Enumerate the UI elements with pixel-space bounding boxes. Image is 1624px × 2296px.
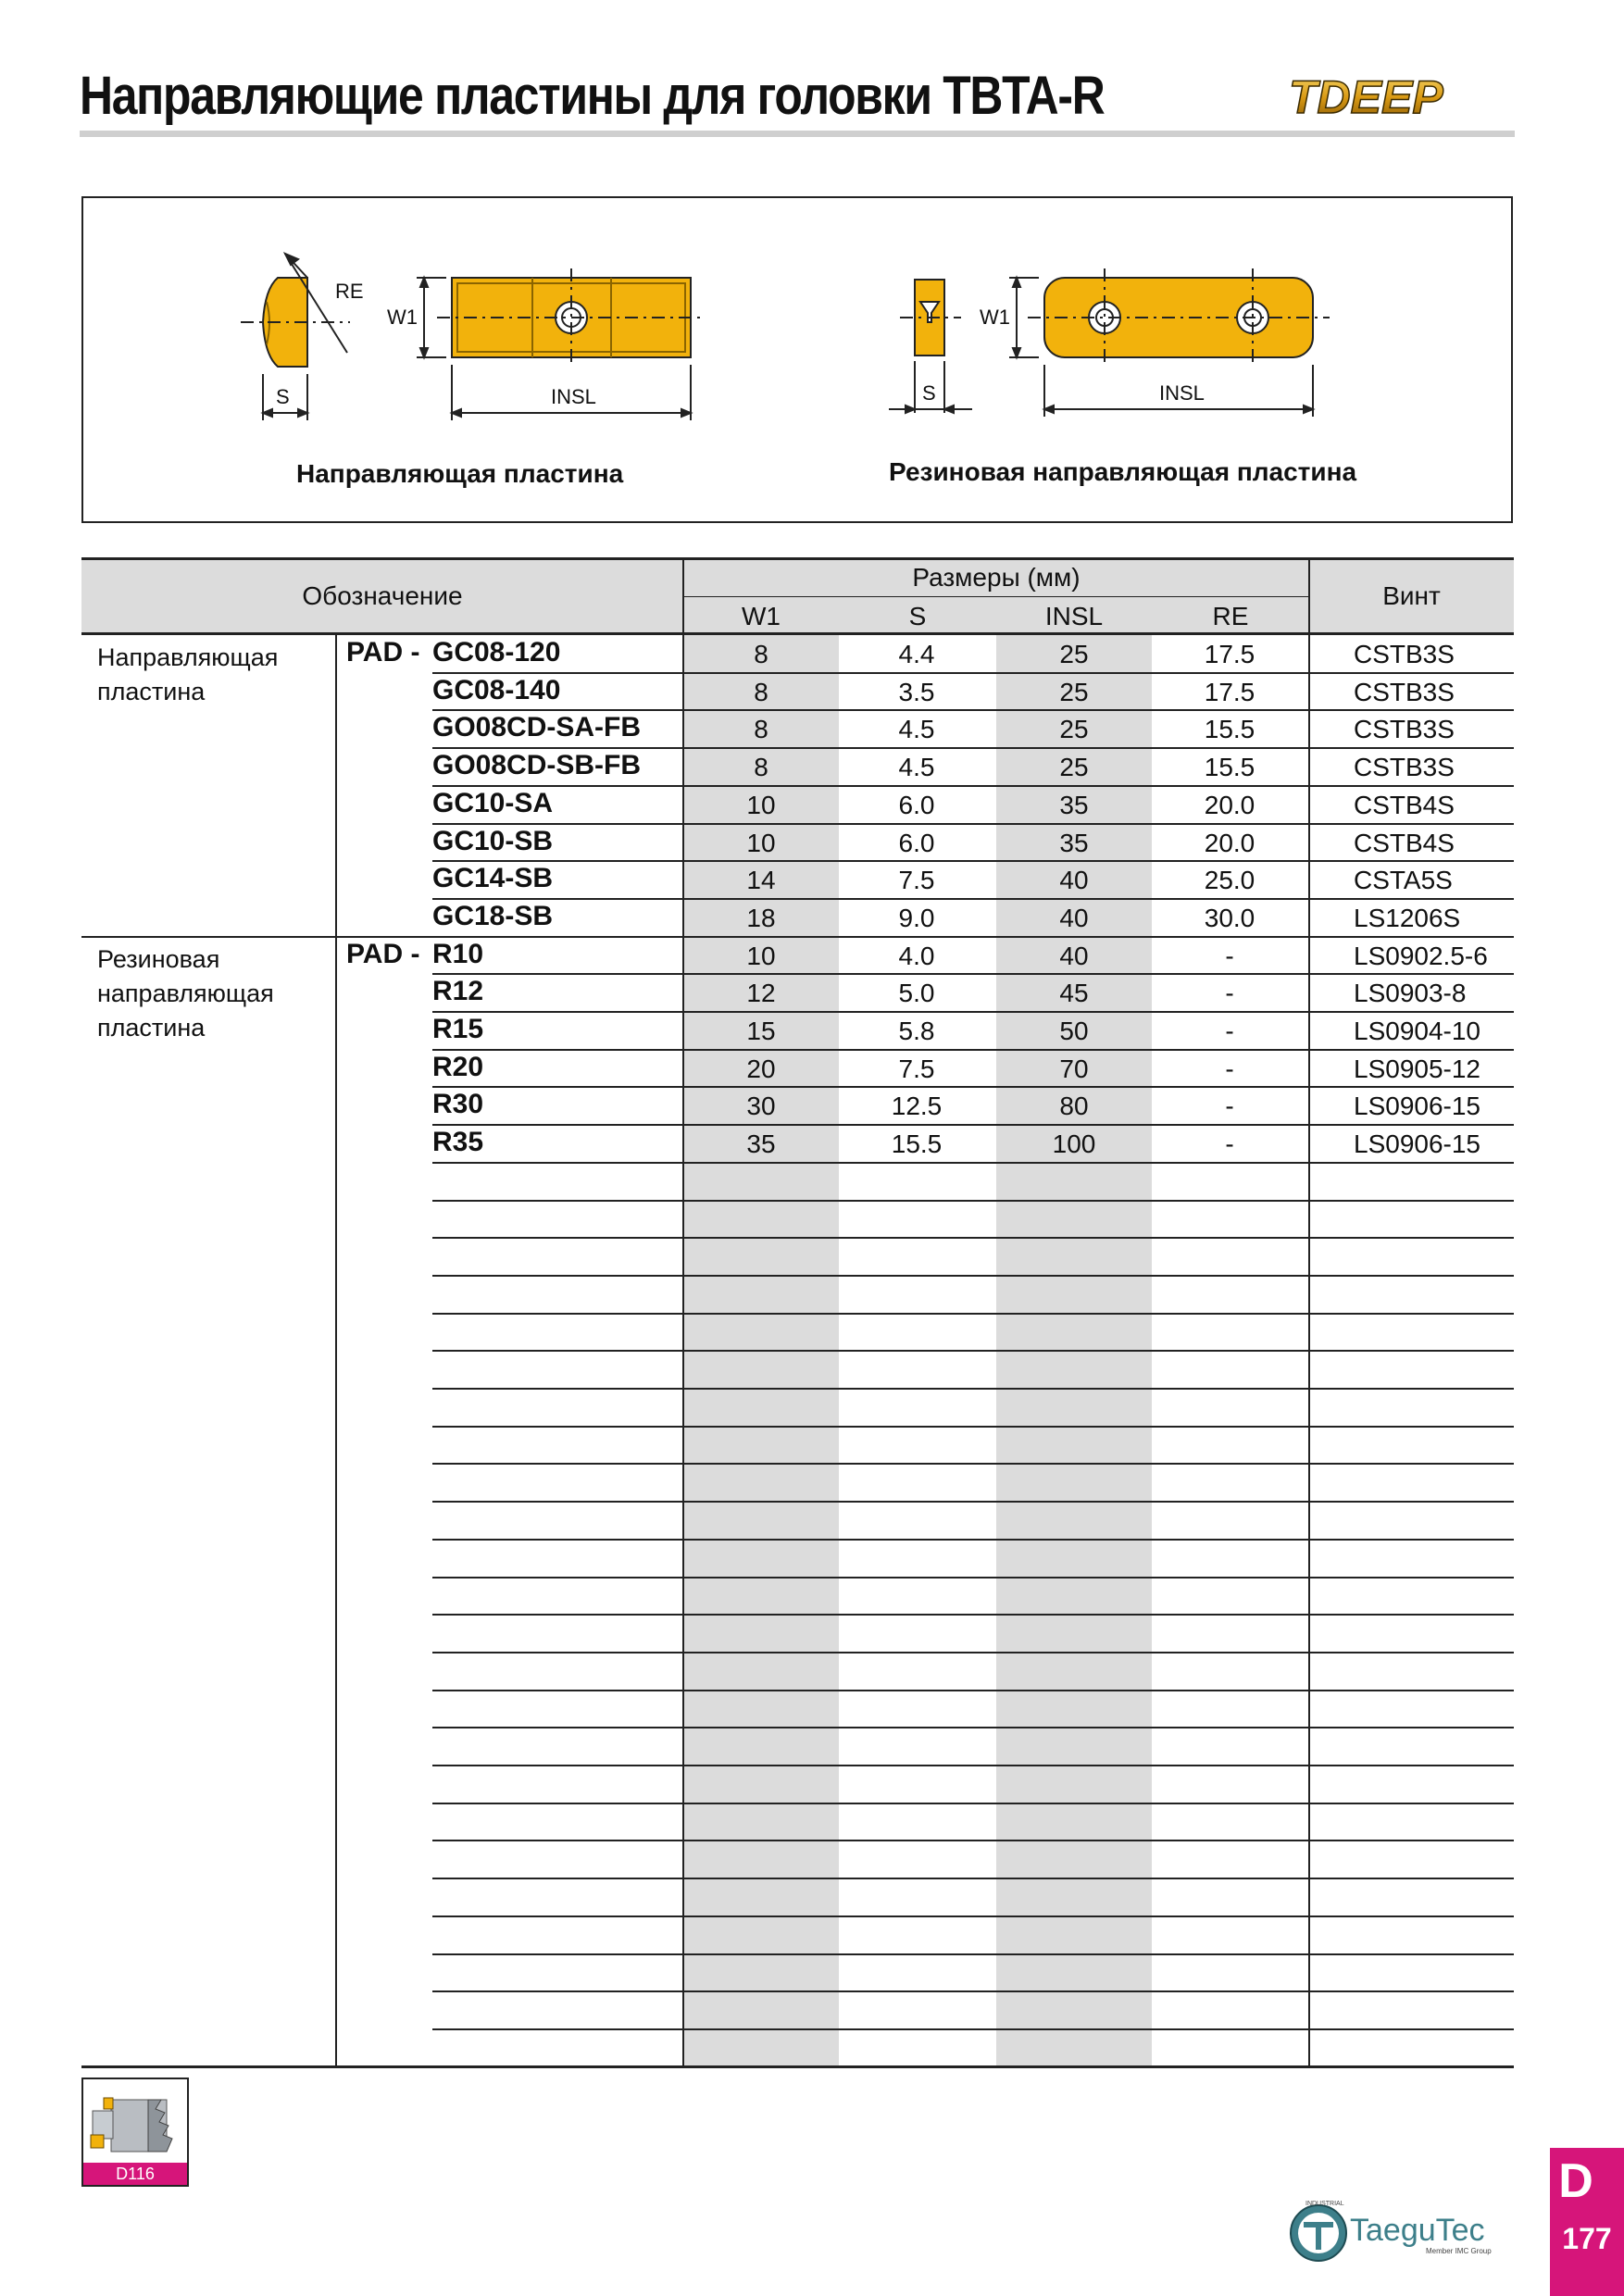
table-cell-screw: LS0902.5-6 [1354,941,1488,970]
table-cell-code: GO08CD-SB-FB [432,750,642,781]
caption-rubber-pad: Резиновая направляющая пластина [889,457,1357,486]
col-divider [335,635,337,2067]
table-cell-code: GO08CD-SA-FB [432,712,642,743]
header-designation: Обозначение [302,581,463,610]
table-cell-re: 17.5 [1204,640,1255,668]
table-cell-s: 12.5 [891,1092,943,1121]
table-cell-insl: 50 [1059,1017,1089,1045]
table-cell-re: 30.0 [1204,903,1255,932]
table-cell-insl: 40 [1059,941,1089,970]
label-re: RE [335,280,364,303]
table-cell-insl: 35 [1059,790,1089,819]
group-prefix-rubber: PAD - [346,939,420,969]
label-s-right: S [922,381,936,405]
label-insl-left: INSL [551,385,596,408]
table-row-rule [432,1539,1514,1541]
table-cell-w1: 35 [746,1129,776,1159]
label-w1-left: W1 [387,306,418,329]
table-cell-w1: 8 [754,640,768,668]
table-row-rule [432,1727,1514,1728]
group-label-guide: Направляющая пластина [97,643,279,705]
table-cell-w1: 8 [754,753,768,782]
section-tab [1550,2148,1624,2296]
table-cell-re: 15.5 [1204,753,1255,782]
title-underline [80,131,1515,137]
table-cell-re: 15.5 [1204,715,1255,744]
page-title: Направляющие пластины для головки TBTA-R [80,66,1105,126]
table-cell-s: 4.4 [898,640,935,668]
table-cell-code: GC08-140 [432,674,561,705]
table-cell-re: - [1225,941,1234,970]
table-cell-w1: 8 [754,677,768,706]
table-cell-s: 9.0 [898,903,935,932]
table-cell-w1: 18 [746,903,776,932]
table-cell-w1: 10 [746,828,776,857]
header-re: RE [1212,602,1249,630]
table-row-rule [432,1915,1514,1917]
table-row-rule [432,1690,1514,1691]
table-cell-code: R12 [432,976,484,1007]
header-insl: INSL [1044,602,1104,630]
table-row-rule [432,1200,1514,1202]
header-dimensions: Размеры (мм) [912,563,1081,592]
table-cell-w1: 12 [746,979,776,1008]
table-cell-s: 3.5 [898,677,935,706]
table-row-rule [432,709,1514,711]
table-row-rule [432,1765,1514,1766]
table-cell-w1: 10 [746,941,776,970]
table-row-rule [432,1086,1514,1088]
table-row-rule [432,1577,1514,1578]
table-cell-insl: 100 [1052,1129,1096,1159]
table-cell-screw: CSTB3S [1354,715,1455,744]
table-cell-screw: LS0906-15 [1354,1092,1481,1121]
table-row-rule [432,1463,1514,1465]
table-cell-screw: LS1206S [1354,903,1461,932]
table-cell-insl: 40 [1059,866,1089,895]
label-w1-right: W1 [980,306,1010,329]
table-row-rule [432,860,1514,862]
logo-text: TDEEP [1289,71,1443,123]
table-cell-screw: LS0905-12 [1354,1054,1481,1083]
table-row-rule [432,1840,1514,1841]
table-cell-s: 5.8 [898,1017,935,1045]
table-cell-screw: LS0906-15 [1354,1129,1481,1159]
table-cell-s: 7.5 [898,1054,935,1083]
table-cell-code: GC14-SB [432,863,554,894]
table-bottom-rule [81,2065,1514,2068]
taegutec-logo [1287,2198,1520,2263]
label-s-left: S [276,385,290,408]
table-cell-screw: CSTA5S [1354,866,1453,895]
table-cell-w1: 8 [754,715,768,744]
table-cell-s: 7.5 [898,866,935,895]
brand-ring-text: INDUSTRIAL [1305,2201,1344,2207]
brand-name: TaeguTec [1350,2213,1485,2248]
table-cell-re: 20.0 [1204,790,1255,819]
table-cell-s: 4.5 [898,753,935,782]
table-row-rule [432,1237,1514,1239]
table-cell-code: R10 [432,938,484,969]
table-cell-s: 5.0 [898,979,935,1008]
header-w1: W1 [742,602,781,630]
group-separator [81,936,1514,938]
table-cell-re: - [1225,1129,1234,1159]
table-row-rule [432,1124,1514,1126]
table-cell-insl: 25 [1059,640,1089,668]
table-row-rule [432,747,1514,749]
table-cell-code: GC10-SB [432,825,554,856]
table-row-rule [432,1388,1514,1390]
table-cell-code: GC18-SB [432,900,554,931]
table-cell-insl: 45 [1059,979,1089,1008]
table-row-rule [432,1162,1514,1164]
table-row-rule [432,672,1514,674]
insert-diagram [81,196,1513,523]
caption-guide-pad: Направляющая пластина [296,459,624,488]
table-row-rule [432,2028,1514,2030]
table-row-rule [432,1990,1514,1992]
table-cell-insl: 40 [1059,903,1089,932]
table-cell-code: R15 [432,1014,484,1044]
table-row-rule [432,1878,1514,1879]
table-row-rule [432,1426,1514,1428]
table-cell-screw: CSTB3S [1354,677,1455,706]
table-cell-screw: LS0903-8 [1354,979,1467,1008]
table-cell-insl: 25 [1059,677,1089,706]
table-cell-s: 4.0 [898,941,935,970]
table-cell-code: GC08-120 [432,637,561,668]
table-cell-re: - [1225,979,1234,1008]
table-cell-re: 20.0 [1204,828,1255,857]
table-cell-s: 6.0 [898,828,935,857]
table-cell-w1: 14 [746,866,776,895]
table-row-rule [432,973,1514,975]
group-label-rubber: Резиновая направляющая пластина [97,945,274,1042]
table-cell-re: - [1225,1054,1234,1083]
table-cell-insl: 80 [1059,1092,1089,1121]
table-cell-code: R30 [432,1089,484,1120]
table-cell-insl: 35 [1059,828,1089,857]
table-cell-screw: CSTB3S [1354,753,1455,782]
table-cell-screw: LS0904-10 [1354,1017,1481,1045]
table-cell-insl: 25 [1059,753,1089,782]
table-cell-code: R20 [432,1051,484,1082]
table-row-rule [432,1011,1514,1013]
table-cell-w1: 10 [746,790,776,819]
table-cell-w1: 15 [746,1017,776,1045]
table-row-rule [432,1350,1514,1352]
reference-thumbnail[interactable] [81,2078,189,2187]
table-row-rule [432,823,1514,825]
table-row-rule [432,898,1514,900]
table-row-rule [432,1652,1514,1653]
table-row-rule [432,1953,1514,1955]
table-cell-code: R35 [432,1127,484,1158]
table-cell-s: 4.5 [898,715,935,744]
tdeep-logo [1285,70,1518,124]
label-insl-right: INSL [1159,381,1205,405]
table-cell-re: - [1225,1092,1234,1121]
table-cell-w1: 30 [746,1092,776,1121]
drill-head-thumbnail-icon [83,2079,187,2165]
table-row-rule [432,1501,1514,1503]
header-screw: Винт [1382,581,1441,610]
table-row-rule [432,1614,1514,1616]
table-row-rule [432,1049,1514,1051]
page-number: 177 [1562,2222,1612,2255]
table-row-rule [432,1313,1514,1315]
section-letter: D [1558,2154,1593,2208]
table-row-rule [432,1803,1514,1804]
table-cell-code: GC10-SA [432,787,554,818]
table-cell-re: 17.5 [1204,677,1255,706]
table-row-rule [432,1275,1514,1277]
reference-page-label[interactable]: D116 [83,2163,187,2185]
table-cell-re: 25.0 [1204,866,1255,895]
table-cell-screw: CSTB4S [1354,790,1455,819]
group-prefix-guide: PAD - [346,637,420,668]
table-cell-insl: 25 [1059,715,1089,744]
table-cell-s: 15.5 [891,1129,943,1159]
brand-subtitle: Member IMC Group [1426,2247,1492,2255]
table-cell-s: 6.0 [898,790,935,819]
table-cell-screw: CSTB4S [1354,828,1455,857]
header-s: S [908,602,927,630]
table-cell-w1: 20 [746,1054,776,1083]
table-row-rule [432,785,1514,787]
table-cell-screw: CSTB3S [1354,640,1455,668]
table-cell-re: - [1225,1017,1234,1045]
header-subdivider [683,596,1309,597]
table-cell-insl: 70 [1059,1054,1089,1083]
